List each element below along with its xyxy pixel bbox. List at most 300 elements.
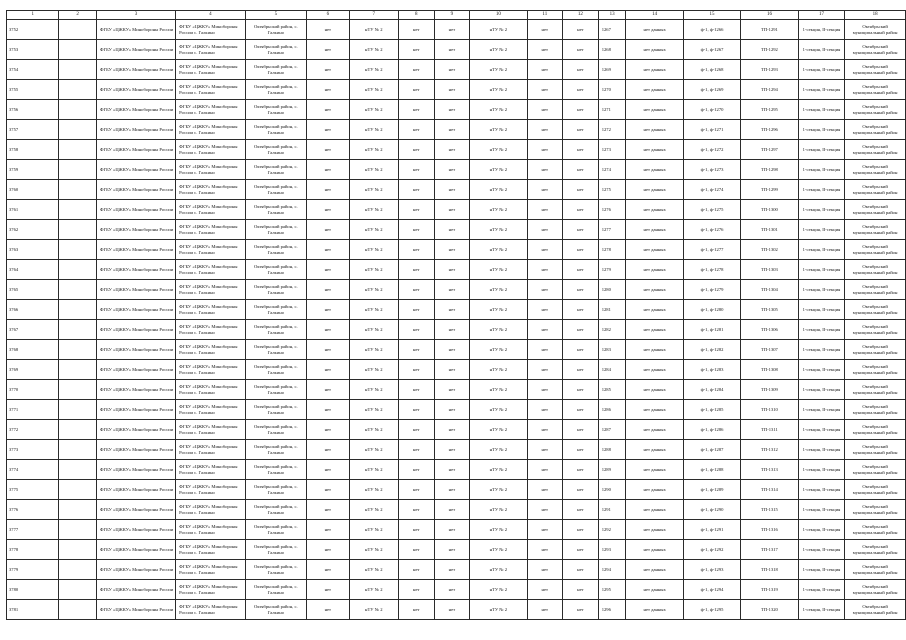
no-data-cell: нет данных — [626, 260, 683, 280]
tu-cell: нТУ № 2 — [349, 120, 398, 140]
status-cell: нет — [563, 140, 599, 160]
tu-cell: нТУ № 2 — [470, 420, 527, 440]
status-cell: нет — [563, 320, 599, 340]
number-cell: 1294 — [598, 560, 626, 580]
header-cell: 3 — [96, 11, 175, 20]
table-row — [7, 320, 906, 340]
substation-cell: ТП-1291 — [741, 20, 798, 40]
tu-cell: нТУ № 2 — [349, 40, 398, 60]
status-cell: нет — [434, 500, 470, 520]
owner-locality-cell: ФГБУ «ЦЖКУ» Минобороны России с. Галкино — [176, 160, 245, 180]
table-row — [7, 420, 906, 440]
tu-cell: нТУ № 2 — [470, 340, 527, 360]
owner-cell: ФГБУ «ЦЖКУ» Минобороны России — [96, 80, 175, 100]
status-cell: нет — [563, 400, 599, 420]
tu-cell: нТУ № 2 — [349, 420, 398, 440]
sections-cell: 1-секция, II-секция — [798, 480, 845, 500]
status-cell: нет — [434, 160, 470, 180]
tu-cell: нТУ № 2 — [349, 500, 398, 520]
status-cell: нет — [434, 60, 470, 80]
row-number-cell: 3765 — [7, 280, 59, 300]
sections-cell: 1-секция, II-секция — [798, 180, 845, 200]
number-cell: 1285 — [598, 380, 626, 400]
district-cell: Октябрьский район, с. Галкино — [245, 480, 307, 500]
no-data-cell: нет данных — [626, 520, 683, 540]
municipality-cell: Октябрьский муниципальный район — [845, 360, 906, 380]
tu-cell: нТУ № 2 — [470, 140, 527, 160]
row-number-cell: 3781 — [7, 600, 59, 620]
feeder-cell: ф-1, ф-1290 — [683, 500, 740, 520]
status-cell: нет — [563, 60, 599, 80]
header-cell: 17 — [798, 11, 845, 20]
sections-cell: 1-секция, II-секция — [798, 340, 845, 360]
feeder-cell: ф-1, ф-1276 — [683, 220, 740, 240]
row-number-cell: 3756 — [7, 100, 59, 120]
feeder-cell: ф-1, ф-1268 — [683, 60, 740, 80]
tu-cell: нТУ № 2 — [349, 480, 398, 500]
municipality-cell: Октябрьский муниципальный район — [845, 380, 906, 400]
tu-cell: нТУ № 2 — [470, 200, 527, 220]
feeder-cell: ф-1, ф-1279 — [683, 280, 740, 300]
header-cell: 8 — [399, 11, 435, 20]
table-row — [7, 480, 906, 500]
status-cell: нет — [563, 500, 599, 520]
owner-locality-cell: ФГБУ «ЦЖКУ» Минобороны России с. Галкино — [176, 480, 245, 500]
tu-cell: нТУ № 2 — [349, 280, 398, 300]
feeder-cell: ф-1, ф-1288 — [683, 460, 740, 480]
status-cell: нет — [307, 20, 350, 40]
status-cell: нет — [307, 520, 350, 540]
status-cell: нет — [307, 40, 350, 60]
municipality-cell: Октябрьский муниципальный район — [845, 60, 906, 80]
district-cell: Октябрьский район, с. Галкино — [245, 300, 307, 320]
district-cell: Октябрьский район, с. Галкино — [245, 280, 307, 300]
empty-cell — [59, 360, 96, 380]
row-number-cell: 3772 — [7, 420, 59, 440]
table-row — [7, 220, 906, 240]
feeder-cell: ф-1, ф-1267 — [683, 40, 740, 60]
sections-cell: 1-секция, II-секция — [798, 560, 845, 580]
substation-cell: ТП-1301 — [741, 220, 798, 240]
number-cell: 1295 — [598, 580, 626, 600]
status-cell: нет — [307, 440, 350, 460]
row-number-cell: 3770 — [7, 380, 59, 400]
owner-locality-cell: ФГБУ «ЦЖКУ» Минобороны России с. Галкино — [176, 120, 245, 140]
row-number-cell: 3778 — [7, 540, 59, 560]
no-data-cell: нет данных — [626, 340, 683, 360]
status-cell: нет — [434, 420, 470, 440]
number-cell: 1278 — [598, 240, 626, 260]
district-cell: Октябрьский район, с. Галкино — [245, 500, 307, 520]
status-cell: нет — [399, 240, 435, 260]
feeder-cell: ф-1, ф-1275 — [683, 200, 740, 220]
sections-cell: 1-секция, II-секция — [798, 160, 845, 180]
row-number-cell: 3755 — [7, 80, 59, 100]
table-row — [7, 500, 906, 520]
status-cell: нет — [563, 440, 599, 460]
number-cell: 1284 — [598, 360, 626, 380]
status-cell: нет — [527, 560, 563, 580]
district-cell: Октябрьский район, с. Галкино — [245, 320, 307, 340]
row-number-cell: 3774 — [7, 460, 59, 480]
empty-cell — [59, 380, 96, 400]
district-cell: Октябрьский район, с. Галкино — [245, 260, 307, 280]
sections-cell: 1-секция, II-секция — [798, 20, 845, 40]
owner-locality-cell: ФГБУ «ЦЖКУ» Минобороны России с. Галкино — [176, 180, 245, 200]
tu-cell: нТУ № 2 — [470, 540, 527, 560]
header-cell: 12 — [563, 11, 599, 20]
municipality-cell: Октябрьский муниципальный район — [845, 240, 906, 260]
district-cell: Октябрьский район, с. Галкино — [245, 60, 307, 80]
empty-cell — [59, 300, 96, 320]
district-cell: Октябрьский район, с. Галкино — [245, 140, 307, 160]
feeder-cell: ф-1, ф-1281 — [683, 320, 740, 340]
substation-cell: ТП-1312 — [741, 440, 798, 460]
no-data-cell: нет данных — [626, 460, 683, 480]
feeder-cell: ф-1, ф-1294 — [683, 580, 740, 600]
no-data-cell: нет данных — [626, 500, 683, 520]
status-cell: нет — [434, 480, 470, 500]
status-cell: нет — [434, 560, 470, 580]
owner-locality-cell: ФГБУ «ЦЖКУ» Минобороны России с. Галкино — [176, 200, 245, 220]
row-number-cell: 3763 — [7, 240, 59, 260]
status-cell: нет — [307, 380, 350, 400]
status-cell: нет — [527, 360, 563, 380]
status-cell: нет — [399, 380, 435, 400]
status-cell: нет — [527, 300, 563, 320]
feeder-cell: ф-1, ф-1266 — [683, 20, 740, 40]
status-cell: нет — [563, 520, 599, 540]
substation-cell: ТП-1297 — [741, 140, 798, 160]
substation-cell: ТП-1306 — [741, 320, 798, 340]
substation-cell: ТП-1305 — [741, 300, 798, 320]
registry-table — [6, 10, 906, 620]
no-data-cell: нет данных — [626, 540, 683, 560]
owner-locality-cell: ФГБУ «ЦЖКУ» Минобороны России с. Галкино — [176, 60, 245, 80]
owner-cell: ФГБУ «ЦЖКУ» Минобороны России — [96, 560, 175, 580]
owner-cell: ФГБУ «ЦЖКУ» Минобороны России — [96, 460, 175, 480]
status-cell: нет — [399, 340, 435, 360]
sections-cell: 1-секция, II-секция — [798, 60, 845, 80]
no-data-cell: нет данных — [626, 380, 683, 400]
feeder-cell: ф-1, ф-1274 — [683, 180, 740, 200]
status-cell: нет — [563, 580, 599, 600]
owner-cell: ФГБУ «ЦЖКУ» Минобороны России — [96, 140, 175, 160]
status-cell: нет — [527, 460, 563, 480]
number-cell: 1296 — [598, 600, 626, 620]
status-cell: нет — [527, 320, 563, 340]
no-data-cell: нет данных — [626, 220, 683, 240]
row-number-cell: 3773 — [7, 440, 59, 460]
substation-cell: ТП-1316 — [741, 520, 798, 540]
status-cell: нет — [434, 340, 470, 360]
tu-cell: нТУ № 2 — [349, 340, 398, 360]
owner-cell: ФГБУ «ЦЖКУ» Минобороны России — [96, 320, 175, 340]
sections-cell: 1-секция, II-секция — [798, 140, 845, 160]
sections-cell: 1-секция, II-секция — [798, 40, 845, 60]
status-cell: нет — [399, 140, 435, 160]
owner-cell: ФГБУ «ЦЖКУ» Минобороны России — [96, 100, 175, 120]
no-data-cell: нет данных — [626, 580, 683, 600]
owner-cell: ФГБУ «ЦЖКУ» Минобороны России — [96, 340, 175, 360]
empty-cell — [59, 80, 96, 100]
empty-cell — [59, 420, 96, 440]
municipality-cell: Октябрьский муниципальный район — [845, 340, 906, 360]
owner-locality-cell: ФГБУ «ЦЖКУ» Минобороны России с. Галкино — [176, 240, 245, 260]
sections-cell: 1-секция, II-секция — [798, 320, 845, 340]
status-cell: нет — [307, 300, 350, 320]
sections-cell: 1-секция, II-секция — [798, 420, 845, 440]
substation-cell: ТП-1320 — [741, 600, 798, 620]
sections-cell: 1-секция, II-секция — [798, 200, 845, 220]
owner-locality-cell: ФГБУ «ЦЖКУ» Минобороны России с. Галкино — [176, 300, 245, 320]
empty-cell — [59, 20, 96, 40]
district-cell: Октябрьский район, с. Галкино — [245, 20, 307, 40]
owner-locality-cell: ФГБУ «ЦЖКУ» Минобороны России с. Галкино — [176, 580, 245, 600]
status-cell: нет — [434, 20, 470, 40]
municipality-cell: Октябрьский муниципальный район — [845, 160, 906, 180]
status-cell: нет — [399, 220, 435, 240]
owner-cell: ФГБУ «ЦЖКУ» Минобороны России — [96, 520, 175, 540]
owner-locality-cell: ФГБУ «ЦЖКУ» Минобороны России с. Галкино — [176, 380, 245, 400]
sections-cell: 1-секция, II-секция — [798, 240, 845, 260]
empty-cell — [59, 580, 96, 600]
tu-cell: нТУ № 2 — [349, 520, 398, 540]
status-cell: нет — [563, 120, 599, 140]
empty-cell — [59, 500, 96, 520]
feeder-cell: ф-1, ф-1272 — [683, 140, 740, 160]
sections-cell: 1-секция, II-секция — [798, 460, 845, 480]
empty-cell — [59, 460, 96, 480]
status-cell: нет — [434, 580, 470, 600]
status-cell: нет — [527, 140, 563, 160]
substation-cell: ТП-1292 — [741, 40, 798, 60]
municipality-cell: Октябрьский муниципальный район — [845, 100, 906, 120]
table-row — [7, 20, 906, 40]
status-cell: нет — [563, 540, 599, 560]
number-cell: 1267 — [598, 20, 626, 40]
tu-cell: нТУ № 2 — [349, 320, 398, 340]
row-number-cell: 3757 — [7, 120, 59, 140]
sections-cell: 1-секция, II-секция — [798, 360, 845, 380]
status-cell: нет — [434, 200, 470, 220]
status-cell: нет — [399, 360, 435, 380]
status-cell: нет — [434, 320, 470, 340]
status-cell: нет — [307, 540, 350, 560]
status-cell: нет — [307, 580, 350, 600]
sections-cell: 1-секция, II-секция — [798, 540, 845, 560]
substation-cell: ТП-1311 — [741, 420, 798, 440]
tu-cell: нТУ № 2 — [349, 140, 398, 160]
sections-cell: 1-секция, II-секция — [798, 600, 845, 620]
status-cell: нет — [527, 240, 563, 260]
number-cell: 1268 — [598, 40, 626, 60]
sections-cell: 1-секция, II-секция — [798, 380, 845, 400]
header-cell: 6 — [307, 11, 350, 20]
status-cell: нет — [434, 260, 470, 280]
status-cell: нет — [527, 260, 563, 280]
empty-cell — [59, 220, 96, 240]
number-cell: 1277 — [598, 220, 626, 240]
owner-locality-cell: ФГБУ «ЦЖКУ» Минобороны России с. Галкино — [176, 360, 245, 380]
sections-cell: 1-секция, II-секция — [798, 220, 845, 240]
status-cell: нет — [527, 40, 563, 60]
empty-cell — [59, 120, 96, 140]
district-cell: Октябрьский район, с. Галкино — [245, 40, 307, 60]
status-cell: нет — [307, 600, 350, 620]
municipality-cell: Октябрьский муниципальный район — [845, 120, 906, 140]
owner-cell: ФГБУ «ЦЖКУ» Минобороны России — [96, 600, 175, 620]
status-cell: нет — [434, 240, 470, 260]
tu-cell: нТУ № 2 — [470, 240, 527, 260]
row-number-cell: 3754 — [7, 60, 59, 80]
number-cell: 1280 — [598, 280, 626, 300]
status-cell: нет — [563, 300, 599, 320]
feeder-cell: ф-1, ф-1283 — [683, 360, 740, 380]
municipality-cell: Октябрьский муниципальный район — [845, 520, 906, 540]
owner-cell: ФГБУ «ЦЖКУ» Минобороны России — [96, 40, 175, 60]
status-cell: нет — [434, 600, 470, 620]
owner-cell: ФГБУ «ЦЖКУ» Минобороны России — [96, 540, 175, 560]
sections-cell: 1-секция, II-секция — [798, 400, 845, 420]
status-cell: нет — [563, 280, 599, 300]
empty-cell — [59, 400, 96, 420]
status-cell: нет — [434, 540, 470, 560]
district-cell: Октябрьский район, с. Галкино — [245, 580, 307, 600]
feeder-cell: ф-1, ф-1293 — [683, 560, 740, 580]
feeder-cell: ф-1, ф-1287 — [683, 440, 740, 460]
sections-cell: 1-секция, II-секция — [798, 580, 845, 600]
owner-locality-cell: ФГБУ «ЦЖКУ» Минобороны России с. Галкино — [176, 260, 245, 280]
district-cell: Октябрьский район, с. Галкино — [245, 80, 307, 100]
tu-cell: нТУ № 2 — [349, 80, 398, 100]
owner-cell: ФГБУ «ЦЖКУ» Минобороны России — [96, 500, 175, 520]
number-cell: 1276 — [598, 200, 626, 220]
row-number-cell: 3766 — [7, 300, 59, 320]
sections-cell: 1-секция, II-секция — [798, 440, 845, 460]
row-number-cell: 3768 — [7, 340, 59, 360]
tu-cell: нТУ № 2 — [349, 160, 398, 180]
owner-cell: ФГБУ «ЦЖКУ» Минобороны России — [96, 420, 175, 440]
owner-locality-cell: ФГБУ «ЦЖКУ» Минобороны России с. Галкино — [176, 460, 245, 480]
table-row — [7, 360, 906, 380]
row-number-cell: 3762 — [7, 220, 59, 240]
tu-cell: нТУ № 2 — [470, 120, 527, 140]
status-cell: нет — [307, 320, 350, 340]
number-cell: 1274 — [598, 160, 626, 180]
row-number-cell: 3775 — [7, 480, 59, 500]
row-number-cell: 3759 — [7, 160, 59, 180]
status-cell: нет — [434, 360, 470, 380]
table-row — [7, 80, 906, 100]
feeder-cell: ф-1, ф-1269 — [683, 80, 740, 100]
tu-cell: нТУ № 2 — [470, 380, 527, 400]
empty-cell — [59, 100, 96, 120]
number-cell: 1269 — [598, 60, 626, 80]
row-number-cell: 3771 — [7, 400, 59, 420]
no-data-cell: нет данных — [626, 440, 683, 460]
status-cell: нет — [307, 220, 350, 240]
status-cell: нет — [399, 320, 435, 340]
owner-cell: ФГБУ «ЦЖКУ» Минобороны России — [96, 580, 175, 600]
tu-cell: нТУ № 2 — [349, 20, 398, 40]
header-cell: 7 — [349, 11, 398, 20]
feeder-cell: ф-1, ф-1278 — [683, 260, 740, 280]
empty-cell — [59, 160, 96, 180]
no-data-cell: нет данных — [626, 140, 683, 160]
substation-cell: ТП-1314 — [741, 480, 798, 500]
status-cell: нет — [307, 340, 350, 360]
substation-cell: ТП-1298 — [741, 160, 798, 180]
status-cell: нет — [434, 100, 470, 120]
municipality-cell: Октябрьский муниципальный район — [845, 300, 906, 320]
no-data-cell: нет данных — [626, 120, 683, 140]
header-cell: 9 — [434, 11, 470, 20]
empty-cell — [59, 480, 96, 500]
header-cell: 13 — [598, 11, 626, 20]
row-number-cell: 3779 — [7, 560, 59, 580]
owner-locality-cell: ФГБУ «ЦЖКУ» Минобороны России с. Галкино — [176, 420, 245, 440]
status-cell: нет — [307, 140, 350, 160]
status-cell: нет — [307, 160, 350, 180]
status-cell: нет — [563, 180, 599, 200]
substation-cell: ТП-1319 — [741, 580, 798, 600]
header-cell: 18 — [845, 11, 906, 20]
tu-cell: нТУ № 2 — [349, 600, 398, 620]
owner-locality-cell: ФГБУ «ЦЖКУ» Минобороны России с. Галкино — [176, 80, 245, 100]
feeder-cell: ф-1, ф-1277 — [683, 240, 740, 260]
tu-cell: нТУ № 2 — [349, 240, 398, 260]
status-cell: нет — [563, 220, 599, 240]
owner-cell: ФГБУ «ЦЖКУ» Минобороны России — [96, 60, 175, 80]
status-cell: нет — [563, 360, 599, 380]
table-row — [7, 400, 906, 420]
row-number-cell: 3777 — [7, 520, 59, 540]
status-cell: нет — [563, 100, 599, 120]
status-cell: нет — [527, 180, 563, 200]
status-cell: нет — [307, 280, 350, 300]
district-cell: Октябрьский район, с. Галкино — [245, 360, 307, 380]
number-cell: 1273 — [598, 140, 626, 160]
feeder-cell: ф-1, ф-1273 — [683, 160, 740, 180]
no-data-cell: нет данных — [626, 420, 683, 440]
status-cell: нет — [399, 120, 435, 140]
column-number-header — [7, 11, 906, 20]
status-cell: нет — [527, 500, 563, 520]
status-cell: нет — [563, 40, 599, 60]
status-cell: нет — [563, 340, 599, 360]
district-cell: Октябрьский район, с. Галкино — [245, 100, 307, 120]
sections-cell: 1-секция, II-секция — [798, 520, 845, 540]
substation-cell: ТП-1304 — [741, 280, 798, 300]
substation-cell: ТП-1310 — [741, 400, 798, 420]
table-row — [7, 300, 906, 320]
substation-cell: ТП-1318 — [741, 560, 798, 580]
status-cell: нет — [307, 480, 350, 500]
municipality-cell: Октябрьский муниципальный район — [845, 20, 906, 40]
owner-locality-cell: ФГБУ «ЦЖКУ» Минобороны России с. Галкино — [176, 280, 245, 300]
tu-cell: нТУ № 2 — [470, 20, 527, 40]
row-number-cell: 3780 — [7, 580, 59, 600]
status-cell: нет — [307, 460, 350, 480]
feeder-cell: ф-1, ф-1295 — [683, 600, 740, 620]
table-row — [7, 540, 906, 560]
no-data-cell: нет данных — [626, 240, 683, 260]
row-number-cell: 3764 — [7, 260, 59, 280]
municipality-cell: Октябрьский муниципальный район — [845, 80, 906, 100]
status-cell: нет — [563, 560, 599, 580]
tu-cell: нТУ № 2 — [470, 60, 527, 80]
